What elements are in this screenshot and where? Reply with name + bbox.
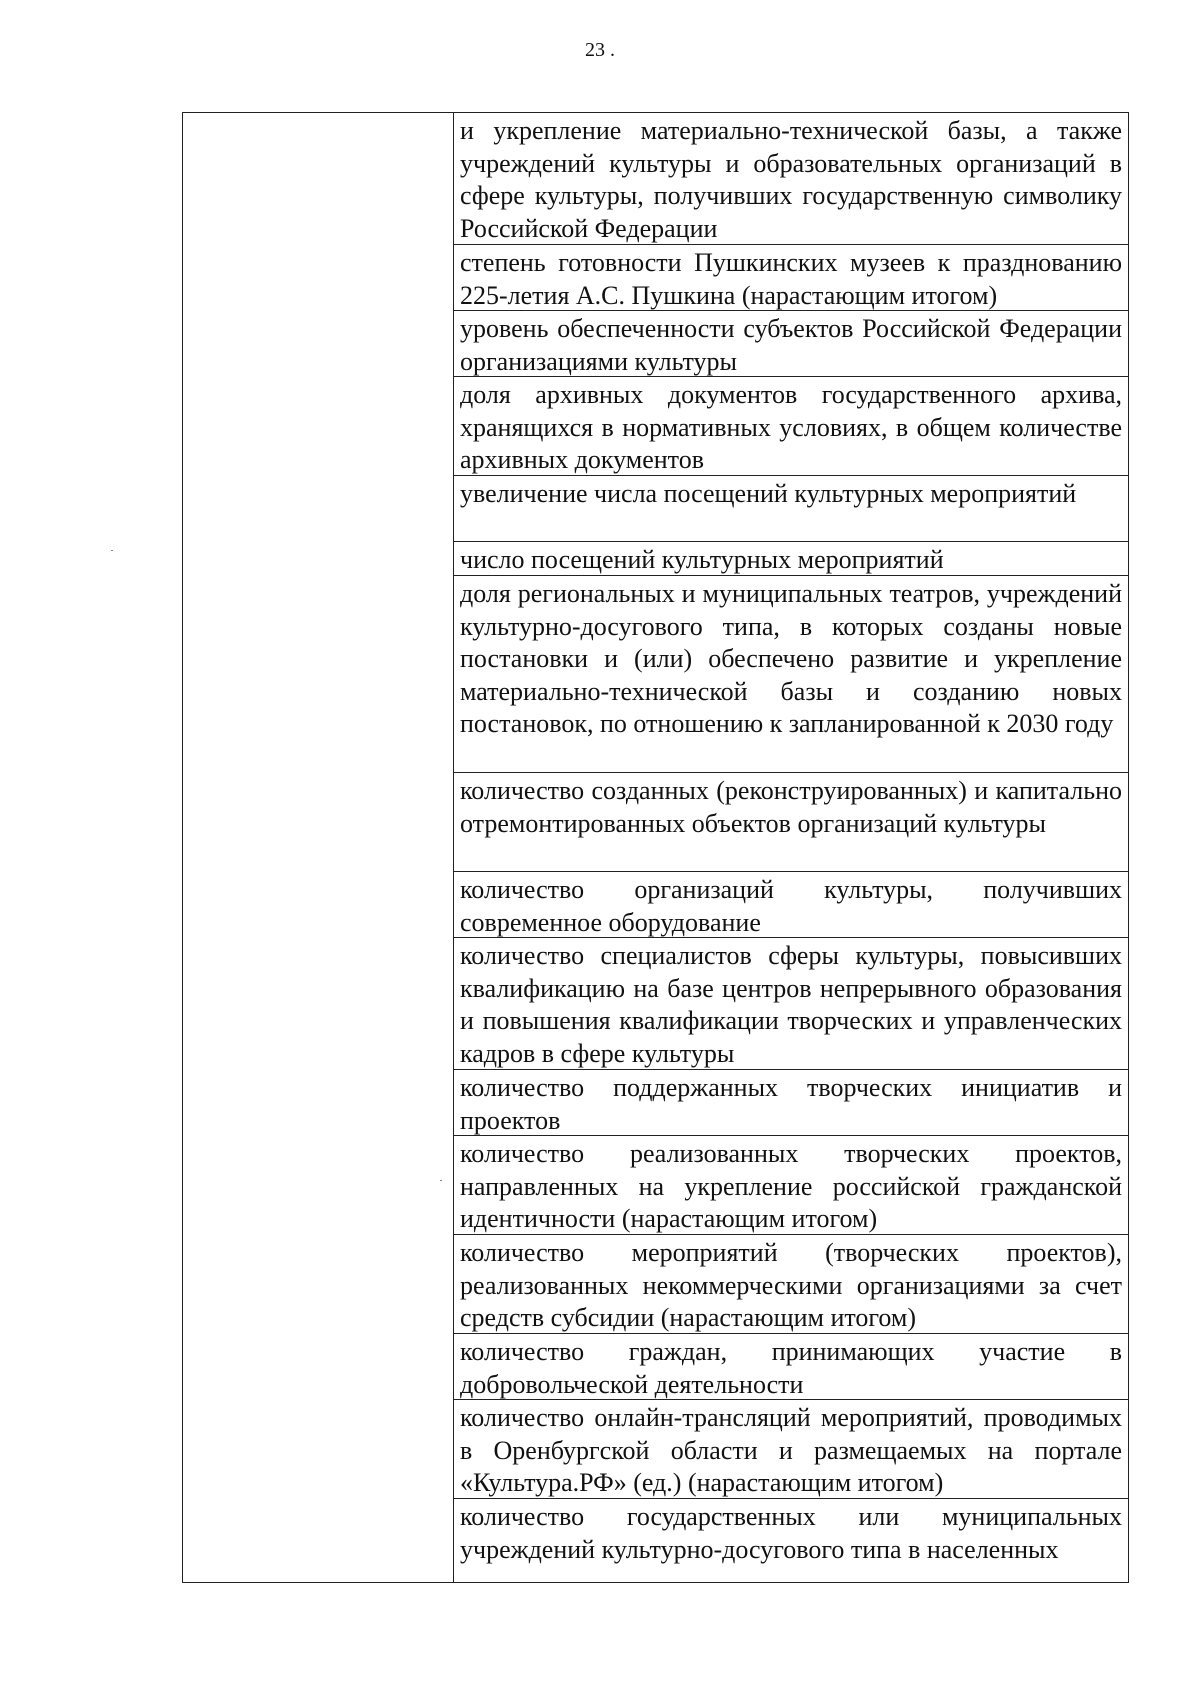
table-row: степень готовности Пушкинских музеев к празднованию 225-летия А.С. Пушкина (нарастающим итогом) [454,245,1128,311]
table-row: количество специалистов сферы культуры, повысивших квалификацию на базе центров непрерывного образования и повышения квалификации творческих и управленческих кадров в сфере культуры [454,938,1128,1070]
table-row: уровень обеспеченности субъектов Российской Федерации организациями культуры [454,311,1128,377]
scan-artifact [111,550,113,551]
table-row: и укрепление материально-технической базы, а также учреждений культуры и образовательных организаций в сфере культуры, получивших государственную символику Российской Федерации [454,113,1128,245]
table-row: количество реализованных творческих проектов, направленных на укрепление российской гражданской идентичности (нарастающим итогом) [454,1136,1128,1235]
table-row: количество граждан, принимающих участие в добровольческой деятельности [454,1334,1128,1400]
indicators-table [182,112,1129,1583]
table-row: количество государственных или муниципальных учреждений культурно-досугового типа в населенных [460,1502,1122,1564]
table-row: количество мероприятий (творческих проектов), реализованных некоммерческими организациями за счет средств субсидии (нарастающим итогом) [454,1235,1128,1334]
table-row: количество поддержанных творческих инициатив и проектов [454,1070,1128,1136]
table-row: доля региональных и муниципальных театров, учреждений культурно-досугового типа, в которых созданы новые постановки и (или) обеспечено развитие и укрепление материально-технической базы и созданию новых постановок, по отношению к запланированной к 2030 году [454,576,1128,773]
table-row: увеличение числа посещений культурных мероприятий [454,476,1128,542]
page-number: 23 . [585,39,615,61]
table-row: число посещений культурных мероприятий [454,542,1128,576]
table-row: доля архивных документов государственного архива, хранящихся в нормативных условиях, в общем количестве архивных документов [454,377,1128,476]
table-row: количество онлайн-трансляций мероприятий, проводимых в Оренбургской области и размещаемых на портале «Культура.РФ» (ед.) (нарастающим итогом) [454,1400,1128,1499]
table-left-cell [183,113,454,1582]
table-row: количество созданных (реконструированных) и капитально отремонтированных объектов организаций культуры [454,773,1128,872]
table-row: количество организаций культуры, получивших современное оборудование [454,872,1128,938]
table-right-column [454,113,1128,1582]
